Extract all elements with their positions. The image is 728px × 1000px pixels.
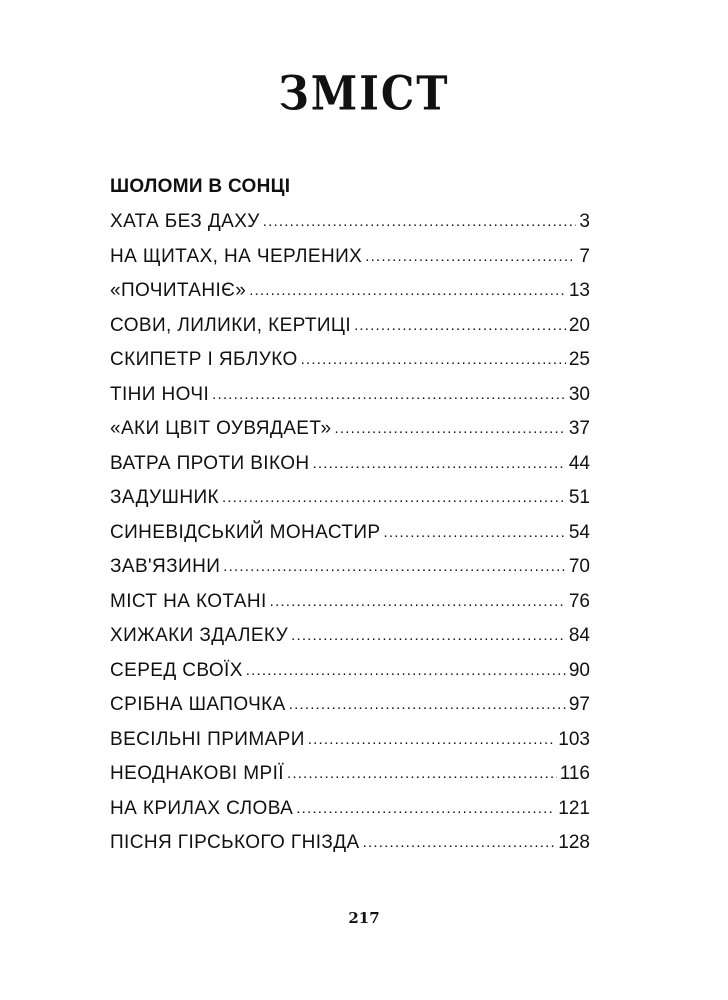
toc-entry-page: 90	[568, 659, 590, 681]
dot-leader	[291, 619, 566, 654]
toc-entry-title: ЗАВ'ЯЗИНИ	[110, 556, 221, 577]
toc-entry-page: 7	[579, 245, 590, 267]
toc-entry-title: ТІНИ НОЧІ	[110, 383, 210, 405]
page-number: 217	[348, 909, 380, 927]
toc-entry-title: ПІСНЯ ГІРСЬКОГО ГНІЗДА	[110, 832, 360, 853]
toc-entry-page: 97	[568, 694, 590, 715]
toc-entry-title: СОВИ, ЛИЛИКИ, КЕРТИЦІ	[110, 314, 352, 336]
toc-entry	[110, 757, 590, 792]
toc-entry	[110, 205, 590, 240]
toc-entry-title: СРІБНА ШАПОЧКА	[110, 694, 286, 715]
table-of-contents	[110, 205, 590, 861]
toc-entry-page: 44	[568, 452, 590, 474]
toc-entry	[110, 309, 590, 344]
dot-leader	[308, 723, 556, 758]
toc-entry-title: СИНЕВІДСЬКИЙ МОНАСТИР	[110, 521, 381, 543]
dot-leader	[249, 274, 566, 309]
toc-entry-title: НА КРИЛАХ СЛОВА	[110, 797, 294, 819]
toc-entry-title: «ПОЧИТАНІЄ»	[110, 280, 247, 301]
toc-entry-page: 103	[558, 728, 590, 750]
toc-entry-title: ВАТРА ПРОТИ ВІКОН	[110, 452, 310, 474]
toc-entry	[110, 688, 590, 723]
toc-entry-page: 128	[558, 832, 590, 853]
toc-entry	[110, 792, 590, 827]
toc-entry-page: 20	[568, 314, 590, 336]
toc-entry-page: 3	[579, 211, 590, 232]
toc-entry-title: НЕОДНАКОВІ МРІЇ	[110, 763, 284, 784]
toc-entry	[110, 723, 590, 758]
toc-entry-page: 84	[568, 625, 590, 646]
toc-entry	[110, 274, 590, 309]
page-title: ЗМІСТ	[278, 66, 450, 121]
toc-entry	[110, 585, 590, 620]
toc-entry	[110, 343, 590, 378]
toc-entry-title: ХИЖАКИ ЗДАЛЕКУ	[110, 625, 289, 646]
toc-entry	[110, 412, 590, 447]
toc-entry-page: 25	[568, 349, 590, 370]
dot-leader	[212, 378, 566, 413]
toc-entry-page: 70	[568, 556, 590, 577]
toc-entry	[110, 481, 590, 516]
toc-entry-title: НА ЩИТАХ, НА ЧЕРЛЕНИХ	[110, 245, 363, 267]
toc-entry	[110, 550, 590, 585]
dot-leader	[313, 447, 566, 482]
dot-leader	[354, 309, 566, 344]
dot-leader	[363, 826, 556, 861]
toc-entry-title: ЗАДУШНИК	[110, 487, 219, 508]
section-heading: ШОЛОМИ В СОНЦІ	[110, 176, 291, 197]
toc-entry-title: МІСТ НА КОТАНІ	[110, 590, 267, 612]
toc-entry	[110, 378, 590, 413]
toc-entry-page: 30	[568, 383, 590, 405]
toc-entry	[110, 240, 590, 275]
toc-entry-page: 116	[559, 763, 590, 784]
dot-leader	[287, 757, 557, 792]
dot-leader	[383, 516, 565, 551]
dot-leader	[289, 688, 566, 723]
dot-leader	[263, 205, 577, 240]
toc-entry-title: «АКИ ЦВІТ ОУВЯДАЕТ»	[110, 418, 332, 439]
toc-entry	[110, 654, 590, 689]
toc-entry	[110, 447, 590, 482]
toc-entry-title: ВЕСІЛЬНІ ПРИМАРИ	[110, 728, 305, 750]
toc-entry	[110, 516, 590, 551]
toc-entry-page: 121	[558, 797, 590, 819]
toc-entry-page: 76	[568, 590, 590, 612]
dot-leader	[334, 412, 565, 447]
toc-entry-page: 51	[568, 487, 590, 508]
toc-entry-page: 37	[568, 418, 590, 439]
toc-entry-page: 54	[568, 521, 590, 543]
dot-leader	[223, 550, 566, 585]
dot-leader	[246, 654, 566, 689]
dot-leader	[222, 481, 566, 516]
dot-leader	[270, 585, 566, 620]
toc-entry-title: СКИПЕТР І ЯБЛУКО	[110, 349, 298, 370]
toc-entry	[110, 826, 590, 861]
toc-entry-title: СЕРЕД СВОЇХ	[110, 659, 243, 681]
toc-entry-title: ХАТА БЕЗ ДАХУ	[110, 211, 260, 232]
toc-entry	[110, 619, 590, 654]
dot-leader	[365, 240, 576, 275]
dot-leader	[301, 343, 566, 378]
dot-leader	[296, 792, 555, 827]
toc-entry-page: 13	[568, 280, 590, 301]
